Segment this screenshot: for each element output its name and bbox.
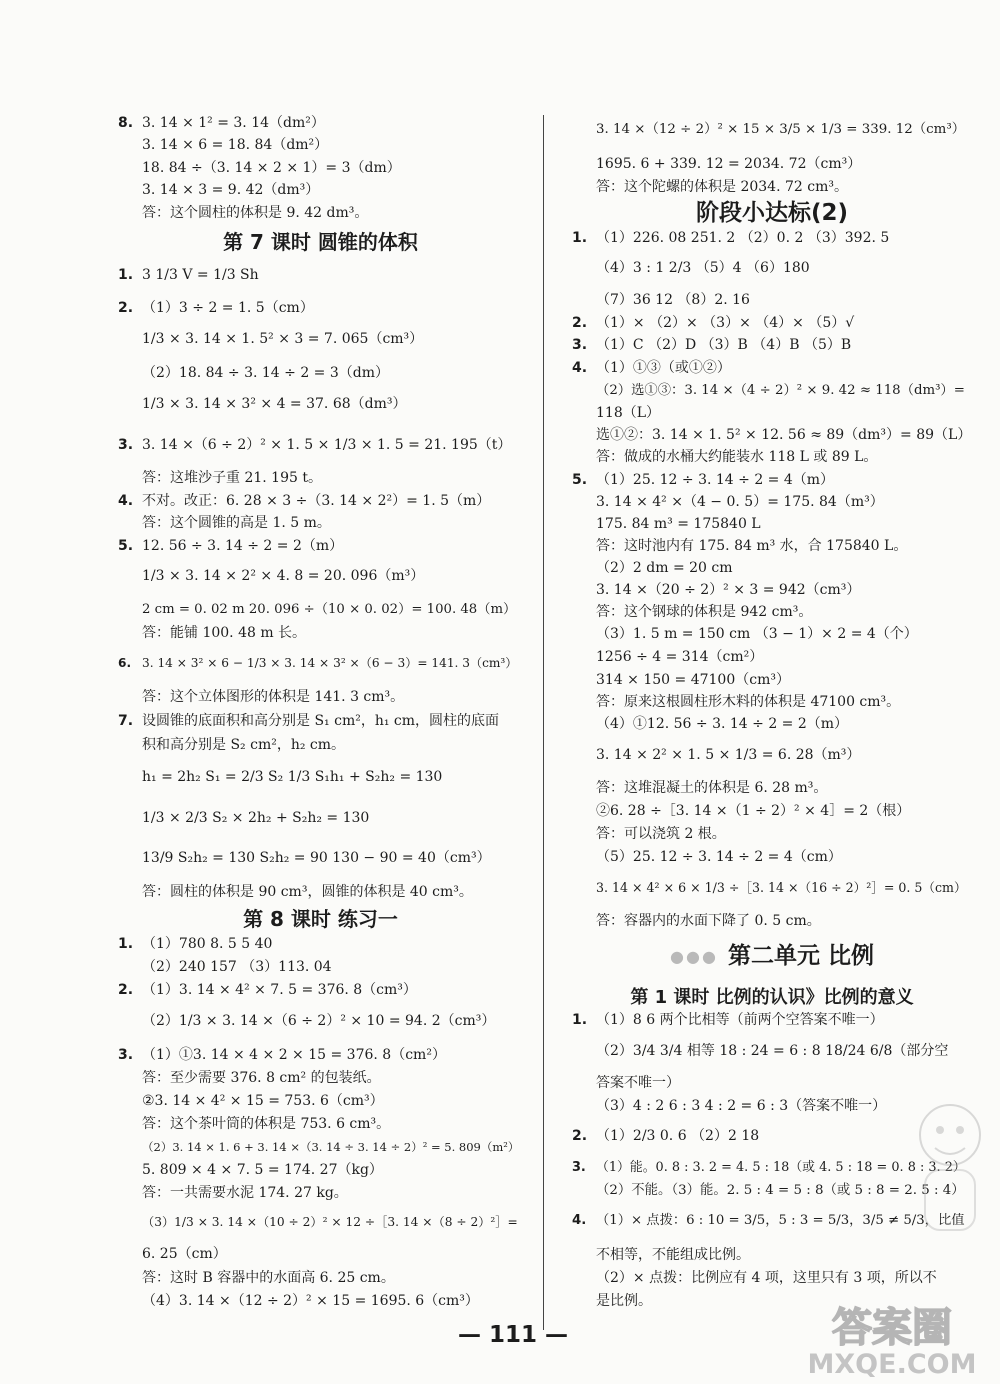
answer-text: （1）× 点拨：6 : 10 = 3/5，5 : 3 = 5/3，3/5 ≠ 5/3，比值 [596, 1213, 965, 1228]
answer-text: （4）①12. 56 ÷ 3. 14 ÷ 2 = 2（m） [596, 716, 849, 732]
answer-line [118, 471, 523, 485]
answer-text: 积和高分别是 S₂ cm²，h₂ cm。 [142, 737, 346, 753]
answer-line [118, 268, 523, 282]
answer-line [118, 366, 523, 380]
watermark-logo [792, 1297, 992, 1377]
answer-line [118, 494, 523, 508]
question-number: 7. [118, 713, 134, 729]
answer-line [118, 332, 523, 346]
answer-text: （4）3 : 1 2/3 （5）4 （6）180 [596, 260, 810, 276]
answer-text: 3. 14 × 2² × 1. 5 × 1/3 = 6. 28（m³） [596, 747, 861, 763]
answer-text: 答：这个圆柱的体积是 9. 42 dm³。 [142, 205, 369, 221]
answer-text: 答：至少需要 376. 8 cm² 的包装纸。 [142, 1070, 381, 1086]
answer-text: 不相等，不能组成比例。 [596, 1247, 750, 1263]
answer-text: 答：这个钢球的体积是 942 cm³。 [596, 604, 813, 620]
answer-line [118, 1117, 523, 1131]
answer-text: 答：这个茶叶筒的体积是 753. 6 cm³。 [142, 1116, 391, 1132]
answer-text: 12. 56 ÷ 3. 14 ÷ 2 = 2（m） [142, 538, 344, 554]
answer-line [118, 438, 523, 452]
section-heading [572, 945, 972, 968]
answer-line [572, 914, 972, 928]
answer-text: （1）能。0. 8 : 3. 2 = 4. 5 : 18（或 4. 5 : 18 = 0. 8 : 3. 2） [596, 1160, 966, 1175]
answer-line [118, 811, 523, 825]
answer-text: 不对。改正：6. 28 × 3 ÷（3. 14 × 2²）= 1. 5（m） [142, 493, 491, 509]
answer-text: （3）1/3 × 3. 14 ×（10 ÷ 2）² × 12 ÷［3. 14 ×（8 ÷ 2）²］= [142, 1215, 518, 1229]
question-number: 2. [572, 315, 588, 331]
answer-line [118, 183, 523, 197]
answer-line [572, 180, 972, 194]
answer-line [118, 770, 523, 784]
answer-text: （3）4 : 2 6 : 3 4 : 2 = 6 : 3（答案不唯一） [596, 1098, 887, 1114]
watermark-line2: MXQE.COM [807, 1349, 977, 1377]
answer-line [118, 656, 523, 670]
answer-text: 答：能铺 100. 48 m 长。 [142, 625, 307, 641]
answer-line [572, 293, 972, 307]
answer-line [572, 717, 972, 731]
answer-text: 1256 ÷ 4 = 314（cm²） [596, 649, 764, 665]
answer-text: （1）× （2）× （3）× （4）× （5）√ [596, 315, 855, 331]
answer-line [572, 583, 972, 597]
answer-line [118, 161, 523, 175]
answer-line [118, 1247, 523, 1261]
answer-line [572, 157, 972, 171]
answer-text: （1）C （2）D （3）B （4）B （5）B [596, 337, 852, 353]
answer-line [572, 748, 972, 762]
answer-text: 答：这堆沙子重 21. 195 t。 [142, 470, 322, 486]
answer-text: （1）①3. 14 × 4 × 2 × 15 = 376. 8（cm²） [142, 1047, 446, 1063]
answer-text: 答：这堆混凝土的体积是 6. 28 m³。 [596, 780, 828, 796]
answer-line [572, 827, 972, 841]
question-number: 5. [572, 472, 588, 488]
lesson-subheading: 第 1 课时 比例的认识》比例的意义 [630, 987, 914, 1008]
question-number: 4. [572, 360, 588, 376]
answer-text: 3. 14 × 3² × 6 − 1/3 × 3. 14 × 3² ×（6 − 3）= 141. 3（cm³） [142, 656, 518, 670]
answer-line [572, 316, 972, 330]
answer-line [572, 406, 972, 420]
answer-text: 3. 14 ×（12 ÷ 2）² × 15 × 3/5 × 1/3 = 339. 12（cm³） [596, 122, 966, 137]
answer-text: （7）36 12 （8）2. 16 [596, 292, 750, 308]
answer-text: （2）2 dm = 20 cm [596, 560, 733, 576]
answer-text: （2）18. 84 ÷ 3. 14 ÷ 2 = 3（dm） [142, 365, 390, 381]
section-title: 第二单元 比例 [727, 943, 874, 969]
answer-text: 1695. 6 + 339. 12 = 2034. 72（cm³） [596, 156, 862, 172]
answer-text: 答：一共需要水泥 174. 27 kg。 [142, 1185, 348, 1201]
answer-line [118, 397, 523, 411]
section-heading [118, 231, 523, 253]
answer-line [572, 650, 972, 664]
answer-text: 设圆锥的底面积和高分别是 S₁ cm²，h₁ cm，圆柱的底面 [142, 713, 500, 729]
answer-line [572, 605, 972, 619]
answer-text: 18. 84 ÷（3. 14 × 2 × 1）= 3（dm） [142, 160, 401, 176]
answer-line [118, 569, 523, 583]
question-number: 2. [572, 1128, 588, 1144]
question-number: 3. [118, 437, 134, 453]
answer-text: 6. 25（cm） [142, 1246, 227, 1262]
section-heading [118, 908, 523, 930]
answer-text: 3 1/3 V = 1/3 Sh [142, 267, 259, 283]
answer-line [572, 517, 972, 531]
section-title: 阶段小达标(2) [695, 200, 849, 226]
question-number: 2. [118, 300, 134, 316]
answer-text: ②3. 14 × 4² × 15 = 753. 6（cm³） [142, 1093, 384, 1109]
answer-line [572, 231, 972, 245]
answer-text: （1）226. 08 251. 2 （2）0. 2 （3）392. 5 [596, 230, 890, 246]
answer-line [118, 626, 523, 640]
answer-line [118, 1271, 523, 1285]
answer-text: 答：圆柱的体积是 90 cm³，圆锥的体积是 40 cm³。 [142, 884, 473, 900]
question-number: 8. [118, 115, 134, 131]
answer-line [572, 361, 972, 375]
question-number: 3. [118, 1047, 134, 1063]
answer-text: （1）3 ÷ 2 = 1. 5（cm） [142, 300, 314, 316]
question-number: 4. [118, 493, 134, 509]
answer-text: 答：这时池内有 175. 84 m³ 水，合 175840 L。 [596, 538, 908, 554]
answer-line [572, 850, 972, 864]
answer-text: （4）3. 14 ×（12 ÷ 2）² × 15 = 1695. 6（cm³） [142, 1293, 479, 1309]
answer-line [572, 495, 972, 509]
answer-line [572, 695, 972, 709]
answer-line [572, 881, 972, 895]
answer-text: （2）选①③：3. 14 ×（4 ÷ 2）² × 9. 42 ≈ 118（dm³）= [596, 383, 965, 398]
answer-line [572, 450, 972, 464]
answer-line [118, 138, 523, 152]
answer-text: 3. 14 × 3 = 9. 42（dm³） [142, 182, 320, 198]
answer-text: （1）①③（或①②） [596, 360, 731, 376]
answer-line [118, 1215, 523, 1229]
answer-text: 是比例。 [596, 1293, 652, 1309]
answer-text: 答案不唯一） [596, 1075, 680, 1091]
answer-text: 3. 14 × 1² = 3. 14（dm²） [142, 115, 325, 131]
answer-line [572, 428, 972, 442]
question-number: 3. [572, 1160, 586, 1175]
answer-text: （2）1/3 × 3. 14 ×（6 ÷ 2）² × 10 = 94. 2（cm³） [142, 1013, 496, 1029]
answer-text: （2）3. 14 × 1. 6 + 3. 14 ×（3. 14 ÷ 3. 14 ÷ 2）² = 5. 809（m²） [142, 1140, 520, 1154]
answer-text: （2）× 点拨：比例应有 4 项，这里只有 3 项，所以不 [596, 1270, 937, 1286]
answer-line [118, 1014, 523, 1028]
answer-text: 3. 14 ×（6 ÷ 2）² × 1. 5 × 1/3 × 1. 5 = 21. 195（t） [142, 437, 512, 453]
answer-line [118, 960, 523, 974]
answer-line [118, 937, 523, 951]
answer-text: 答：容器内的水面下降了 0. 5 cm。 [596, 913, 821, 929]
answer-line [572, 781, 972, 795]
answer-text: 答：可以浇筑 2 根。 [596, 826, 726, 842]
answer-line [572, 261, 972, 275]
answer-text: （3）1. 5 m = 150 cm （3 − 1）× 2 = 4（个） [596, 626, 918, 642]
cartoon-decoration [905, 1100, 990, 1240]
answer-line [572, 627, 972, 641]
answer-text: 选①②：3. 14 × 1. 5² × 12. 56 ≈ 89（dm³）= 89（L） [596, 427, 972, 443]
answer-text: 答：这个圆锥的高是 1. 5 m。 [142, 515, 331, 531]
answer-text: 2 cm = 0. 02 m 20. 096 ÷（10 × 0. 02）= 100. 48（m） [142, 602, 517, 617]
answer-line [118, 714, 523, 728]
section-title: 第 7 课时 圆锥的体积 [223, 230, 418, 254]
answer-text: （5）25. 12 ÷ 3. 14 ÷ 2 = 4（cm） [596, 849, 842, 865]
heading-dots-icon: ●●● [670, 946, 718, 966]
answer-line [572, 1013, 972, 1027]
answer-text: 答：这个陀螺的体积是 2034. 72 cm³。 [596, 179, 848, 195]
section-title: 第 8 课时 练习一 [243, 907, 398, 931]
answer-line [118, 1186, 523, 1200]
answer-line [118, 1140, 523, 1154]
answer-line [118, 1094, 523, 1108]
answer-line [118, 539, 523, 553]
answer-line [572, 1044, 972, 1058]
answer-line [572, 123, 972, 137]
answer-text: 1/3 × 3. 14 × 2² × 4. 8 = 20. 096（m³） [142, 568, 425, 584]
answer-text: （2）3/4 3/4 相等 18 : 24 = 6 : 8 18/24 6/8（部分空 [596, 1043, 949, 1059]
answer-line [572, 473, 972, 487]
answer-text: 1/3 × 2/3 S₂ × 2h₂ + S₂h₂ = 130 [142, 810, 370, 826]
answer-line [118, 885, 523, 899]
answer-text: 3. 14 × 6 = 18. 84（dm²） [142, 137, 329, 153]
answer-text: （1）25. 12 ÷ 3. 14 ÷ 2 = 4（m） [596, 472, 835, 488]
answer-line [572, 1271, 972, 1285]
answer-line [572, 804, 972, 818]
answer-line [118, 983, 523, 997]
column-divider [543, 115, 544, 1330]
answer-line [118, 851, 523, 865]
question-number: 4. [572, 1213, 587, 1228]
answer-text: 1/3 × 3. 14 × 3² × 4 = 37. 68（dm³） [142, 396, 407, 412]
answer-line [118, 1048, 523, 1062]
answer-text: 答：原来这根圆柱形木料的体积是 47100 cm³。 [596, 694, 901, 710]
answer-line [572, 1076, 972, 1090]
answer-line [118, 301, 523, 315]
answer-text: 答：做成的水桶大约能装水 118 L 或 89 L。 [596, 449, 878, 465]
answer-line [118, 116, 523, 130]
answer-text: （1）3. 14 × 4² × 7. 5 = 376. 8（cm³） [142, 982, 417, 998]
question-number: 1. [572, 230, 588, 246]
answer-line [572, 384, 972, 398]
answer-line [118, 603, 523, 617]
answer-text: 3. 14 × 4² × 6 × 1/3 ÷［3. 14 ×（16 ÷ 2）²］= 0. 5（cm） [596, 880, 967, 895]
answer-line [572, 338, 972, 352]
question-number: 1. [118, 936, 134, 952]
question-number: 1. [572, 1012, 588, 1028]
page-number: — 111 — [458, 1322, 569, 1348]
answer-line [118, 1163, 523, 1177]
answer-text: 5. 809 × 4 × 7. 5 = 174. 27（kg） [142, 1162, 383, 1178]
answer-text: （2）不能。（3）能。2. 5 : 4 = 5 : 8（或 5 : 8 = 2. 5 : 4） [596, 1183, 965, 1198]
answer-text: 3. 14 ×（20 ÷ 2）² × 3 = 942（cm³） [596, 582, 861, 598]
watermark-line1: 答案圈 [832, 1305, 952, 1351]
answer-text: ②6. 28 ÷［3. 14 ×（1 ÷ 2）² × 4］= 2（根） [596, 803, 911, 819]
answer-line [572, 561, 972, 575]
answer-line [118, 516, 523, 530]
answer-line [572, 673, 972, 687]
answer-text: （1）780 8. 5 5 40 [142, 936, 273, 952]
answer-line [118, 1071, 523, 1085]
answer-text: 1/3 × 3. 14 × 1. 5² × 3 = 7. 065（cm³） [142, 331, 424, 347]
question-number: 1. [118, 267, 134, 283]
answer-line [572, 539, 972, 553]
answer-text: （1）8 6 两个比相等（前两个空答案不唯一） [596, 1012, 884, 1028]
question-number: 3. [572, 337, 588, 353]
answer-text: 答：这时 B 容器中的水面高 6. 25 cm。 [142, 1270, 395, 1286]
answer-text: （2）240 157 （3）113. 04 [142, 959, 332, 975]
answer-line [118, 206, 523, 220]
question-number: 5. [118, 538, 134, 554]
answer-line [572, 1248, 972, 1262]
answer-text: 314 × 150 = 47100（cm³） [596, 672, 790, 688]
answer-line [118, 690, 523, 704]
answer-text: 175. 84 m³ = 175840 L [596, 516, 761, 532]
answer-text: 答：这个立体图形的体积是 141. 3 cm³。 [142, 689, 405, 705]
question-number: 2. [118, 982, 134, 998]
answer-line [118, 738, 523, 752]
answer-text: （1）2/3 0. 6 （2）2 18 [596, 1128, 760, 1144]
answer-text: 118（L） [596, 405, 661, 421]
answer-text: h₁ = 2h₂ S₁ = 2/3 S₂ 1/3 S₁h₁ + S₂h₂ = 130 [142, 769, 443, 785]
answer-text: 3. 14 × 4² ×（4 − 0. 5）= 175. 84（m³） [596, 494, 884, 510]
question-number: 6. [118, 656, 132, 670]
section-heading [572, 202, 972, 224]
answer-text: 13/9 S₂h₂ = 130 S₂h₂ = 90 130 − 90 = 40（cm³） [142, 850, 491, 866]
answer-line [118, 1294, 523, 1308]
